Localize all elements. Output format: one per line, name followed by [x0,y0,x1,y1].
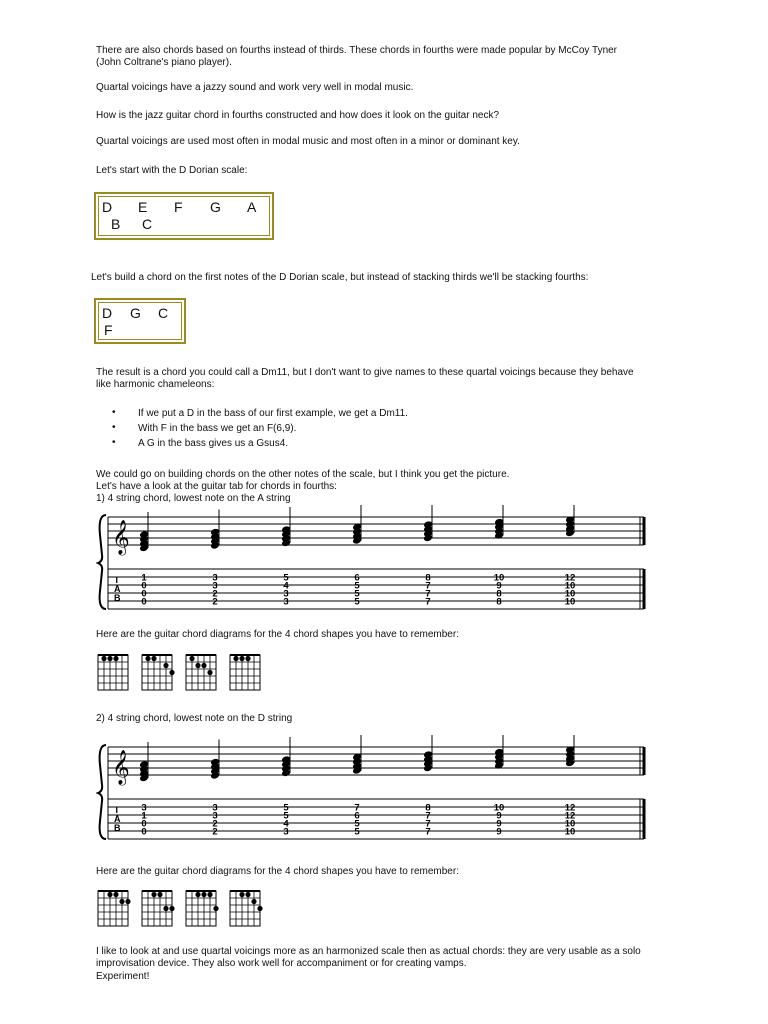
tab-fret-number: 5 [354,588,360,600]
treble-clef: 𝄞 [112,751,130,784]
diagram-finger-dot [151,656,156,661]
tab-fret-number: 3 [212,810,218,822]
system-brace [98,515,106,609]
diagram-finger-dot [207,670,212,675]
bullet-marker: • [112,407,116,418]
section-heading-a-string: 1) 4 string chord, lowest note on the A string [96,493,291,504]
tab-fret-number: 9 [496,580,502,592]
tab-fret-number: 1 [141,810,147,822]
modal-usage: Quartal voicings are used most often in modal music and most often in a minor or dominant key. [96,136,520,147]
tab-intro: Let's have a look at the guitar tab for chords in fourths: [96,481,337,492]
tab-fret-number: 2 [212,588,218,600]
tab-fret-number: 0 [141,818,147,830]
diagram-finger-dot [119,899,124,904]
diagram-finger-dot [195,663,200,668]
tab-clef-letter: A [114,814,121,824]
tab-fret-number: 8 [425,802,431,814]
scale-note: F [174,199,183,215]
diagram-finger-dot [169,906,174,911]
tab-fret-number: 5 [354,580,360,592]
chord-diagram-frame [98,891,128,926]
bullet-marker: • [112,422,116,433]
intro-line-2: (John Coltrane's piano player). [96,57,232,68]
tab-fret-number: 10 [564,588,576,600]
other-notes: We could go on building chords on the other notes of the scale, but I think you get the picture. [96,469,510,480]
chord-fourths-box [94,298,186,344]
tab-fret-number: 3 [283,826,289,838]
chord-note: D [102,305,113,321]
diagram-finger-dot [163,663,168,668]
tab-fret-number: 2 [212,818,218,830]
construction-question: How is the jazz guitar chord in fourths constructed and how does it look on the guitar neck? [96,110,500,121]
tab-fret-number: 4 [283,818,289,830]
diagram-finger-dot [201,663,206,668]
tab-fret-number: 9 [496,810,502,822]
tab-fret-number: 0 [141,826,147,838]
section-heading-d-string: 2) 4 string chord, lowest note on the D string [96,713,293,724]
tab-fret-number: 10 [564,818,576,830]
closing-line-2: improvisation device. They also work well for accompaniment or for creating vamps. [96,958,467,969]
diagram-finger-dot [169,670,174,675]
chord-diagrams-1 [96,653,286,695]
diagram-finger-dot [233,656,238,661]
chord-note: C [158,305,169,321]
tab-fret-number: 12 [564,810,576,822]
tab-fret-number: 7 [354,802,360,814]
tab-fret-number: 1 [141,572,147,584]
tab-fret-number: 3 [141,802,147,814]
scale-note: D [102,199,113,215]
closing-line-1: I like to look at and use quartal voicings more as an harmonized scale then as actual chords: they are very usable as a solo [96,946,641,957]
tab-fret-number: 7 [425,588,431,600]
tab-fret-number: 5 [354,818,360,830]
diagram-finger-dot [189,656,194,661]
tab-fret-number: 0 [141,588,147,600]
tab-fret-number: 7 [425,826,431,838]
diagram-finger-dot [239,656,244,661]
tab-fret-number: 9 [496,818,502,830]
fourths-intro: Let's build a chord on the first notes of the D Dorian scale, but instead of stacking thirds we'll be stacking fourths: [91,272,589,283]
result-line-1: The result is a chord you could call a Dm11, but I don't want to give names to these quartal voicings because they behave [96,367,634,378]
tab-clef-letter: T [114,575,120,585]
tab-fret-number: 10 [564,596,576,608]
chord-note: G [130,305,141,321]
tab-fret-number: 10 [493,802,505,814]
diagram-finger-dot [151,892,156,897]
diagram-finger-dot [107,892,112,897]
diagram-finger-dot [245,656,250,661]
tab-fret-number: 3 [283,588,289,600]
diagram-finger-dot [163,906,168,911]
diagram-intro-2: Here are the guitar chord diagrams for the 4 chord shapes you have to remember: [96,866,459,877]
tab-fret-number: 2 [212,826,218,838]
tab-clef-letter: B [114,593,121,603]
diagram-finger-dot [239,892,244,897]
tab-fret-number: 5 [354,826,360,838]
tab-fret-number: 7 [425,810,431,822]
scale-note: B [111,216,121,232]
tab-fret-number: 8 [496,596,502,608]
diagram-finger-dot [245,892,250,897]
tab-clef-letter: B [114,823,121,833]
tab-fret-number: 0 [141,580,147,592]
tab-fret-number: 9 [496,826,502,838]
tab-fret-number: 3 [283,596,289,608]
tab-fret-number: 12 [564,802,576,814]
closing-line-3: Experiment! [96,971,150,982]
quartal-sound: Quartal voicings have a jazzy sound and work very well in modal music. [96,82,414,93]
bullet-gsus4: A G in the bass gives us a Gsus4. [138,438,289,449]
result-line-2: like harmonic chameleons: [96,379,215,390]
chord-diagram-frame [230,891,260,926]
tab-fret-number: 6 [354,572,360,584]
tab-fret-number: 5 [283,572,289,584]
tab-clef-letter: A [114,584,121,594]
diagram-finger-dot [201,892,206,897]
tab-fret-number: 12 [564,572,576,584]
tab-fret-number: 3 [212,580,218,592]
notation-tab-system-2 [96,735,656,845]
diagram-finger-dot [157,892,162,897]
dorian-intro: Let's start with the D Dorian scale: [96,165,248,176]
tab-fret-number: 10 [564,826,576,838]
tab-fret-number: 4 [283,580,289,592]
tab-fret-number: 2 [212,596,218,608]
bullet-marker: • [112,437,116,448]
diagram-finger-dot [101,656,106,661]
diagram-finger-dot [195,892,200,897]
tab-fret-number: 5 [283,810,289,822]
diagram-finger-dot [125,899,130,904]
chord-note: F [104,322,113,338]
tab-fret-number: 7 [425,596,431,608]
chord-diagrams-2 [96,889,286,931]
diagram-finger-dot [145,656,150,661]
notation-tab-system-1 [96,505,656,615]
diagram-finger-dot [107,656,112,661]
tab-clef-letter: T [114,805,120,815]
tab-fret-number: 3 [212,802,218,814]
bullet-dm11: If we put a D in the bass of our first example, we get a Dm11. [138,408,408,419]
treble-clef: 𝄞 [112,521,130,554]
diagram-finger-dot [113,892,118,897]
intro-line-1: There are also chords based on fourths instead of thirds. These chords in fourths were made popular by McCoy Tyner [96,45,618,56]
diagram-finger-dot [207,892,212,897]
diagram-finger-dot [257,906,262,911]
system-brace [98,745,106,839]
tab-fret-number: 5 [354,596,360,608]
tab-fret-number: 8 [496,588,502,600]
dorian-scale-box [94,192,274,240]
tab-fret-number: 10 [493,572,505,584]
tab-fret-number: 6 [354,810,360,822]
tab-fret-number: 8 [425,572,431,584]
diagram-finger-dot [213,906,218,911]
tab-fret-number: 7 [425,580,431,592]
tab-fret-number: 10 [564,580,576,592]
diagram-intro-1: Here are the guitar chord diagrams for the 4 chord shapes you have to remember: [96,629,459,640]
scale-note: E [138,199,148,215]
tab-fret-number: 0 [141,596,147,608]
scale-note: A [247,199,257,215]
tab-fret-number: 5 [283,802,289,814]
diagram-finger-dot [251,899,256,904]
tab-fret-number: 3 [212,572,218,584]
tab-fret-number: 7 [425,818,431,830]
bullet-f69: With F in the bass we get an F(6,9). [138,423,297,434]
scale-note: G [210,199,221,215]
scale-note: C [142,216,153,232]
diagram-finger-dot [113,656,118,661]
